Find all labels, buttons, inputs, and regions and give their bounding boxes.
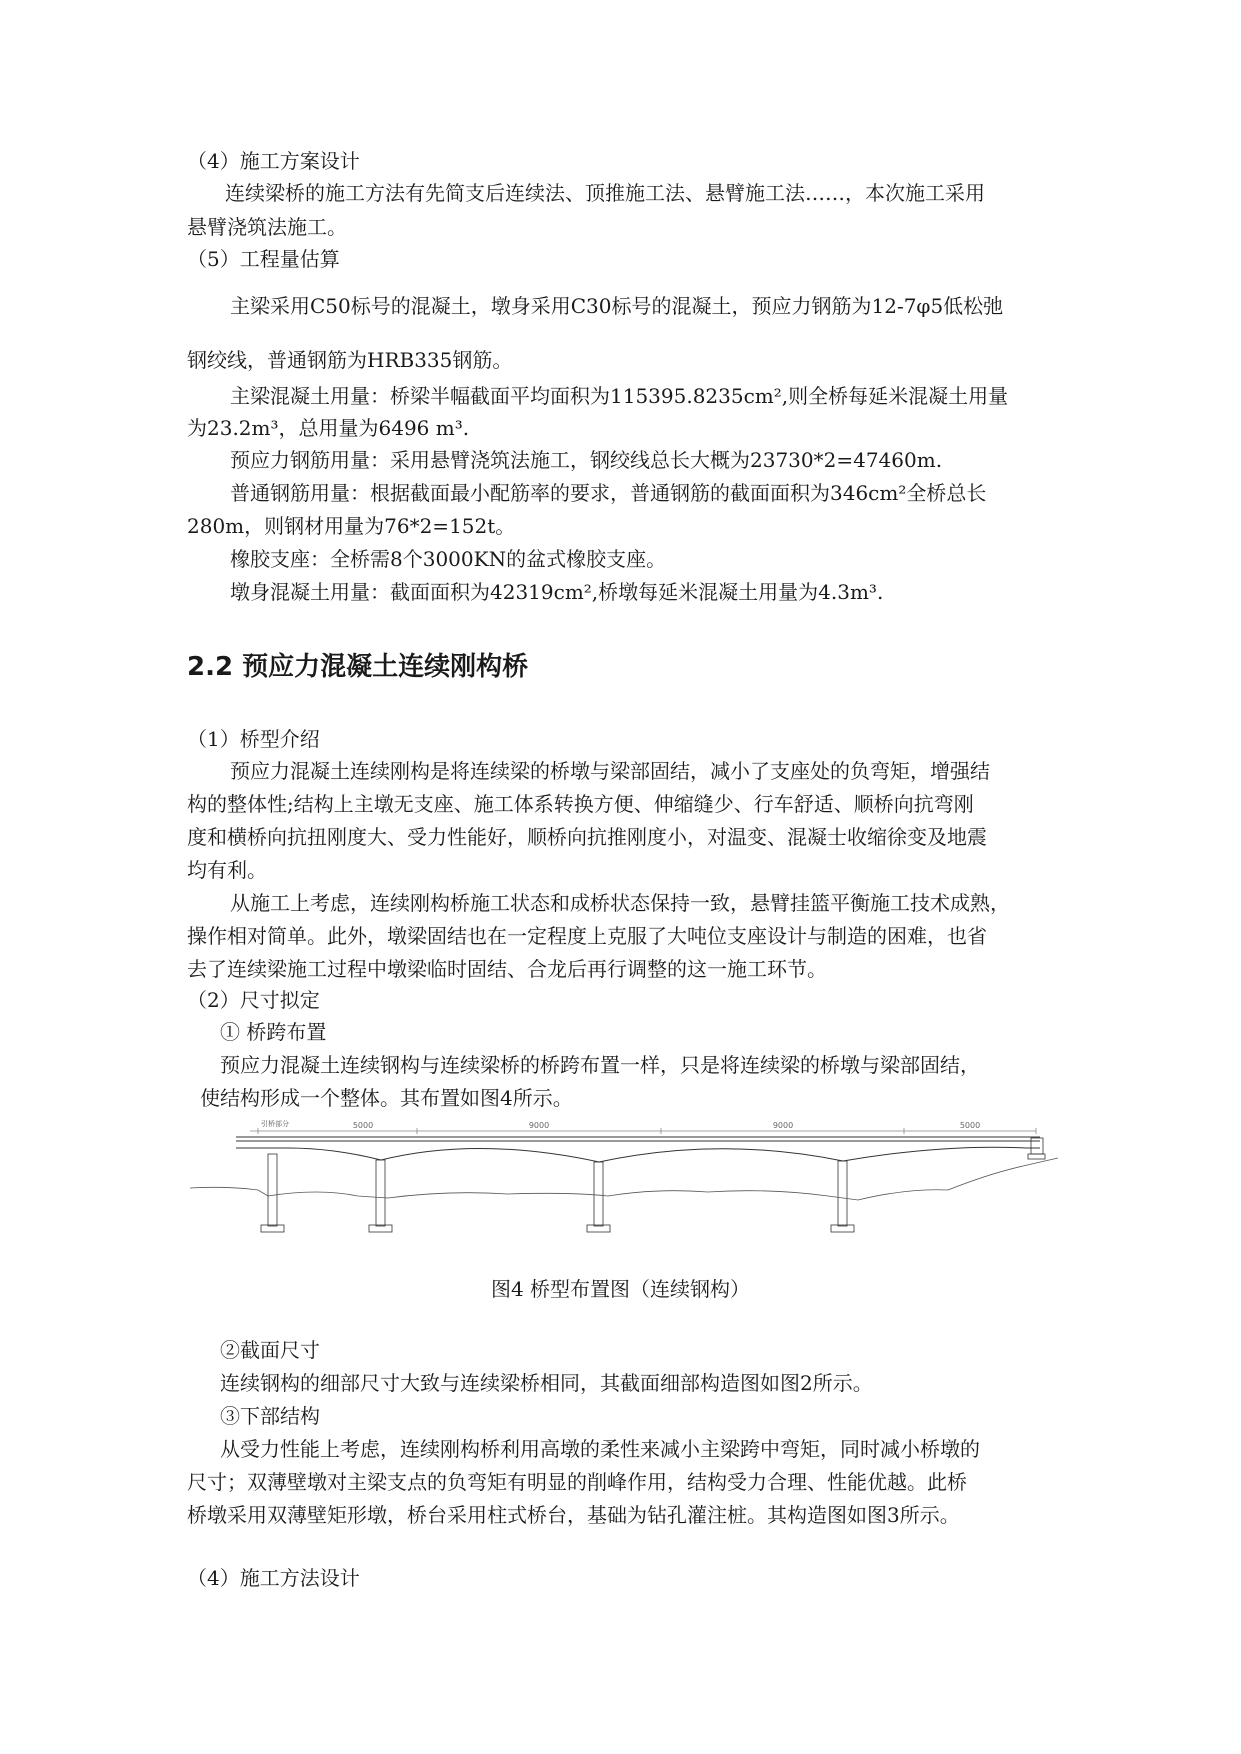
paragraph-line: 从施工上考虑，连续刚构桥施工状态和成桥状态保持一致，悬臂挂篮平衡施工技术成熟， <box>230 891 1010 915</box>
section-heading: 2.2 预应力混凝土连续刚构桥 <box>187 652 529 682</box>
bridge-layout-figure <box>188 1118 1068 1270</box>
paragraph-line: 为23.2m³，总用量为6496 m³. <box>187 416 470 440</box>
section-title: （4）施工方法设计 <box>187 1566 360 1590</box>
paragraph-line: 均有利。 <box>187 858 267 882</box>
section-title: （2）尺寸拟定 <box>187 988 320 1012</box>
paragraph-line: 去了连续梁施工过程中墩梁临时固结、合龙后再行调整的这一施工环节。 <box>187 957 827 981</box>
paragraph-line: 尺寸；双薄壁墩对主梁支点的负弯矩有明显的削峰作用，结构受力合理、性能优越。此桥 <box>187 1470 967 1494</box>
section-title: （4）施工方案设计 <box>187 149 360 173</box>
paragraph-line: 主梁采用C50标号的混凝土，墩身采用C30标号的混凝土，预应力钢筋为12-7φ5低松弛 <box>230 294 1004 318</box>
paragraph-line: 连续钢构的细部尺寸大致与连续梁桥相同，其截面细部构造图如图2所示。 <box>220 1371 873 1395</box>
subsection-title: ① 桥跨布置 <box>220 1020 327 1044</box>
paragraph-line: 墩身混凝土用量：截面面积为42319cm²,桥墩每延米混凝土用量为4.3m³. <box>230 580 884 604</box>
paragraph-line: 预应力混凝土连续刚构是将连续梁的桥墩与梁部固结，减小了支座处的负弯矩，增强结 <box>230 759 990 783</box>
figure-tag: 引桥部分 <box>261 1120 289 1128</box>
paragraph-line: 使结构形成一个整体。其布置如图4所示。 <box>200 1086 573 1110</box>
paragraph-line: 280m，则钢材用量为76*2=152t。 <box>187 514 516 538</box>
paragraph-line: 悬臂浇筑法施工。 <box>187 215 347 239</box>
paragraph-line: 主梁混凝土用量：桥梁半幅截面平均面积为115395.8235cm²,则全桥每延米混凝土用量 <box>230 384 1009 408</box>
paragraph-line: 从受力性能上考虑，连续刚构桥利用高墩的柔性来减小主梁跨中弯矩，同时减小桥墩的 <box>220 1437 980 1461</box>
section-title: （5）工程量估算 <box>187 247 340 271</box>
subsection-title: ②截面尺寸 <box>220 1338 320 1362</box>
paragraph-line: 预应力钢筋用量：采用悬臂浇筑法施工，钢绞线总长大概为23730*2=47460m. <box>230 448 943 472</box>
span-label: 5000 <box>352 1121 374 1130</box>
span-label: 9000 <box>528 1121 550 1130</box>
span-label: 9000 <box>772 1121 794 1130</box>
subsection-title: ③下部结构 <box>220 1404 320 1428</box>
paragraph-line: 预应力混凝土连续钢构与连续梁桥的桥跨布置一样，只是将连续梁的桥墩与梁部固结， <box>220 1053 980 1077</box>
section-title: （1）桥型介绍 <box>187 727 320 751</box>
paragraph-line: 操作相对简单。此外，墩梁固结也在一定程度上克服了大吨位支座设计与制造的困难，也省 <box>187 924 987 948</box>
paragraph-line: 普通钢筋用量：根据截面最小配筋率的要求，普通钢筋的截面面积为346cm²全桥总长 <box>230 481 987 505</box>
paragraph-line: 连续梁桥的施工方法有先简支后连续法、顶推施工法、悬臂施工法……，本次施工采用 <box>225 181 985 205</box>
paragraph-line: 桥墩采用双薄壁矩形墩，桥台采用柱式桥台，基础为钻孔灌注桩。其构造图如图3所示。 <box>187 1503 960 1527</box>
paragraph-line: 构的整体性;结构上主墩无支座、施工体系转换方便、伸缩缝少、行车舒适、顺桥向抗弯刚 <box>187 792 974 816</box>
paragraph-line: 钢绞线，普通钢筋为HRB335钢筋。 <box>187 348 513 372</box>
figure-caption: 图4 桥型布置图（连续钢构） <box>490 1277 751 1301</box>
paragraph-line: 橡胶支座：全桥需8个3000KN的盆式橡胶支座。 <box>230 547 667 571</box>
paragraph-line: 度和横桥向抗扭刚度大、受力性能好，顺桥向抗推刚度小，对温变、混凝士收缩徐变及地震 <box>187 825 987 849</box>
span-label: 5000 <box>959 1121 981 1130</box>
